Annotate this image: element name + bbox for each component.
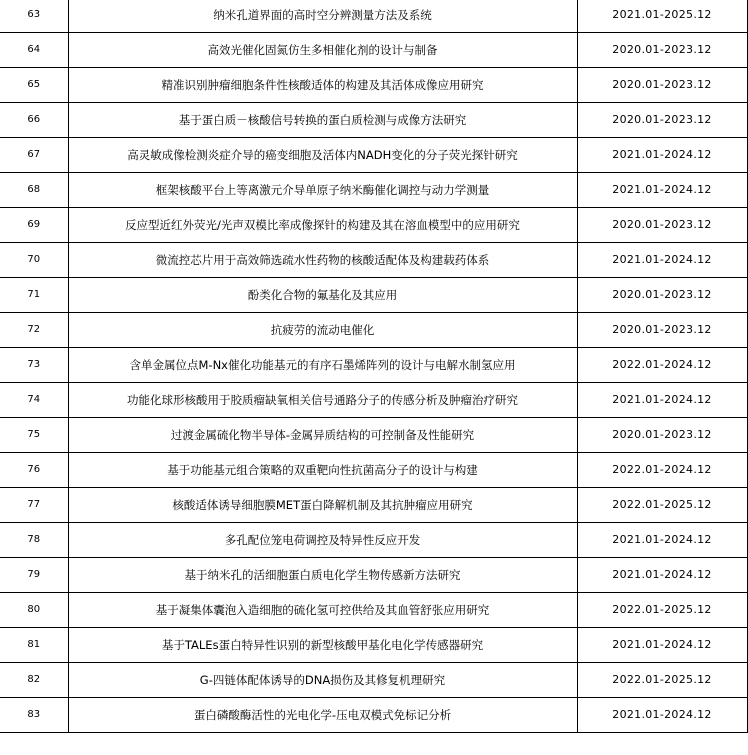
table-row bbox=[0, 138, 747, 173]
project-title-cell: 多孔配位笼电荷调控及特异性反应开发 bbox=[68, 523, 577, 558]
table-row bbox=[0, 523, 747, 558]
project-period-cell: 2022.01-2024.12 bbox=[577, 348, 747, 383]
project-period-cell: 2020.01-2023.12 bbox=[577, 418, 747, 453]
table-row bbox=[0, 313, 747, 348]
table-row bbox=[0, 243, 747, 278]
project-title-cell: 基于功能基元组合策略的双重靶向性抗菌高分子的设计与构建 bbox=[68, 453, 577, 488]
table-row bbox=[0, 698, 747, 733]
project-number-cell: 68 bbox=[0, 173, 68, 208]
project-number-cell: 77 bbox=[0, 488, 68, 523]
project-title-cell: 基于纳米孔的活细胞蛋白质电化学生物传感新方法研究 bbox=[68, 558, 577, 593]
project-period-cell: 2020.01-2023.12 bbox=[577, 33, 747, 68]
project-period-cell: 2020.01-2023.12 bbox=[577, 278, 747, 313]
project-period-cell: 2021.01-2025.12 bbox=[577, 0, 747, 33]
project-number-cell: 72 bbox=[0, 313, 68, 348]
project-title-cell: 精准识别肿瘤细胞条件性核酸适体的构建及其活体成像应用研究 bbox=[68, 68, 577, 103]
project-title-cell: 功能化球形核酸用于胶质瘤缺氧相关信号通路分子的传感分析及肿瘤治疗研究 bbox=[68, 383, 577, 418]
project-number-cell: 76 bbox=[0, 453, 68, 488]
project-period-cell: 2020.01-2023.12 bbox=[577, 313, 747, 348]
table-row bbox=[0, 103, 747, 138]
project-number-cell: 71 bbox=[0, 278, 68, 313]
project-title-cell: 纳米孔道界面的高时空分辨测量方法及系统 bbox=[68, 0, 577, 33]
project-period-cell: 2022.01-2025.12 bbox=[577, 488, 747, 523]
table-row bbox=[0, 488, 747, 523]
table-row bbox=[0, 418, 747, 453]
project-title-cell: 过渡金属硫化物半导体-金属异质结构的可控制备及性能研究 bbox=[68, 418, 577, 453]
project-number-cell: 65 bbox=[0, 68, 68, 103]
project-title-cell: 基于蛋白质－核酸信号转换的蛋白质检测与成像方法研究 bbox=[68, 103, 577, 138]
table-row bbox=[0, 173, 747, 208]
project-number-cell: 79 bbox=[0, 558, 68, 593]
project-period-cell: 2020.01-2023.12 bbox=[577, 68, 747, 103]
project-title-cell: 含单金属位点M-Nx催化功能基元的有序石墨烯阵列的设计与电解水制氢应用 bbox=[68, 348, 577, 383]
project-number-cell: 64 bbox=[0, 33, 68, 68]
project-period-cell: 2022.01-2025.12 bbox=[577, 593, 747, 628]
project-number-cell: 63 bbox=[0, 0, 68, 33]
table-row bbox=[0, 278, 747, 313]
project-title-cell: 基于TALEs蛋白特异性识别的新型核酸甲基化电化学传感器研究 bbox=[68, 628, 577, 663]
project-number-cell: 75 bbox=[0, 418, 68, 453]
project-title-cell: 高灵敏成像检测炎症介导的癌变细胞及活体内NADH变化的分子荧光探针研究 bbox=[68, 138, 577, 173]
project-number-cell: 73 bbox=[0, 348, 68, 383]
table-row bbox=[0, 208, 747, 243]
project-period-cell: 2022.01-2024.12 bbox=[577, 453, 747, 488]
project-title-cell: 核酸适体诱导细胞膜MET蛋白降解机制及其抗肿瘤应用研究 bbox=[68, 488, 577, 523]
table-row bbox=[0, 0, 747, 33]
project-period-cell: 2020.01-2023.12 bbox=[577, 103, 747, 138]
table-row bbox=[0, 33, 747, 68]
project-number-cell: 74 bbox=[0, 383, 68, 418]
project-period-cell: 2022.01-2025.12 bbox=[577, 663, 747, 698]
project-number-cell: 69 bbox=[0, 208, 68, 243]
project-number-cell: 66 bbox=[0, 103, 68, 138]
project-title-cell: 微流控芯片用于高效筛选疏水性药物的核酸适配体及构建载药体系 bbox=[68, 243, 577, 278]
project-title-cell: 酚类化合物的氟基化及其应用 bbox=[68, 278, 577, 313]
project-number-cell: 83 bbox=[0, 698, 68, 733]
project-period-cell: 2021.01-2024.12 bbox=[577, 698, 747, 733]
project-period-cell: 2020.01-2023.12 bbox=[577, 208, 747, 243]
project-number-cell: 80 bbox=[0, 593, 68, 628]
table-row bbox=[0, 68, 747, 103]
project-title-cell: G-四链体配体诱导的DNA损伤及其修复机理研究 bbox=[68, 663, 577, 698]
project-title-cell: 框架核酸平台上等离激元介导单原子纳米酶催化调控与动力学测量 bbox=[68, 173, 577, 208]
table-row bbox=[0, 663, 747, 698]
project-title-cell: 抗疲劳的流动电催化 bbox=[68, 313, 577, 348]
project-period-cell: 2021.01-2024.12 bbox=[577, 138, 747, 173]
project-number-cell: 78 bbox=[0, 523, 68, 558]
project-number-cell: 82 bbox=[0, 663, 68, 698]
project-period-cell: 2021.01-2024.12 bbox=[577, 173, 747, 208]
table-row bbox=[0, 593, 747, 628]
project-period-cell: 2021.01-2024.12 bbox=[577, 383, 747, 418]
project-period-cell: 2021.01-2024.12 bbox=[577, 243, 747, 278]
project-number-cell: 70 bbox=[0, 243, 68, 278]
project-number-cell: 67 bbox=[0, 138, 68, 173]
project-period-cell: 2021.01-2024.12 bbox=[577, 523, 747, 558]
project-title-cell: 反应型近红外荧光/光声双模比率成像探针的构建及其在溶血模型中的应用研究 bbox=[68, 208, 577, 243]
project-title-cell: 高效光催化固氮仿生多相催化剂的设计与制备 bbox=[68, 33, 577, 68]
project-period-cell: 2021.01-2024.12 bbox=[577, 628, 747, 663]
table-row bbox=[0, 558, 747, 593]
table-row bbox=[0, 348, 747, 383]
table-row bbox=[0, 453, 747, 488]
table-row bbox=[0, 383, 747, 418]
project-number-cell: 81 bbox=[0, 628, 68, 663]
project-period-cell: 2021.01-2024.12 bbox=[577, 558, 747, 593]
project-title-cell: 基于凝集体囊泡入造细胞的硫化氢可控供给及其血管舒张应用研究 bbox=[68, 593, 577, 628]
table-row bbox=[0, 628, 747, 663]
project-title-cell: 蛋白磷酸酶活性的光电化学-压电双模式免标记分析 bbox=[68, 698, 577, 733]
